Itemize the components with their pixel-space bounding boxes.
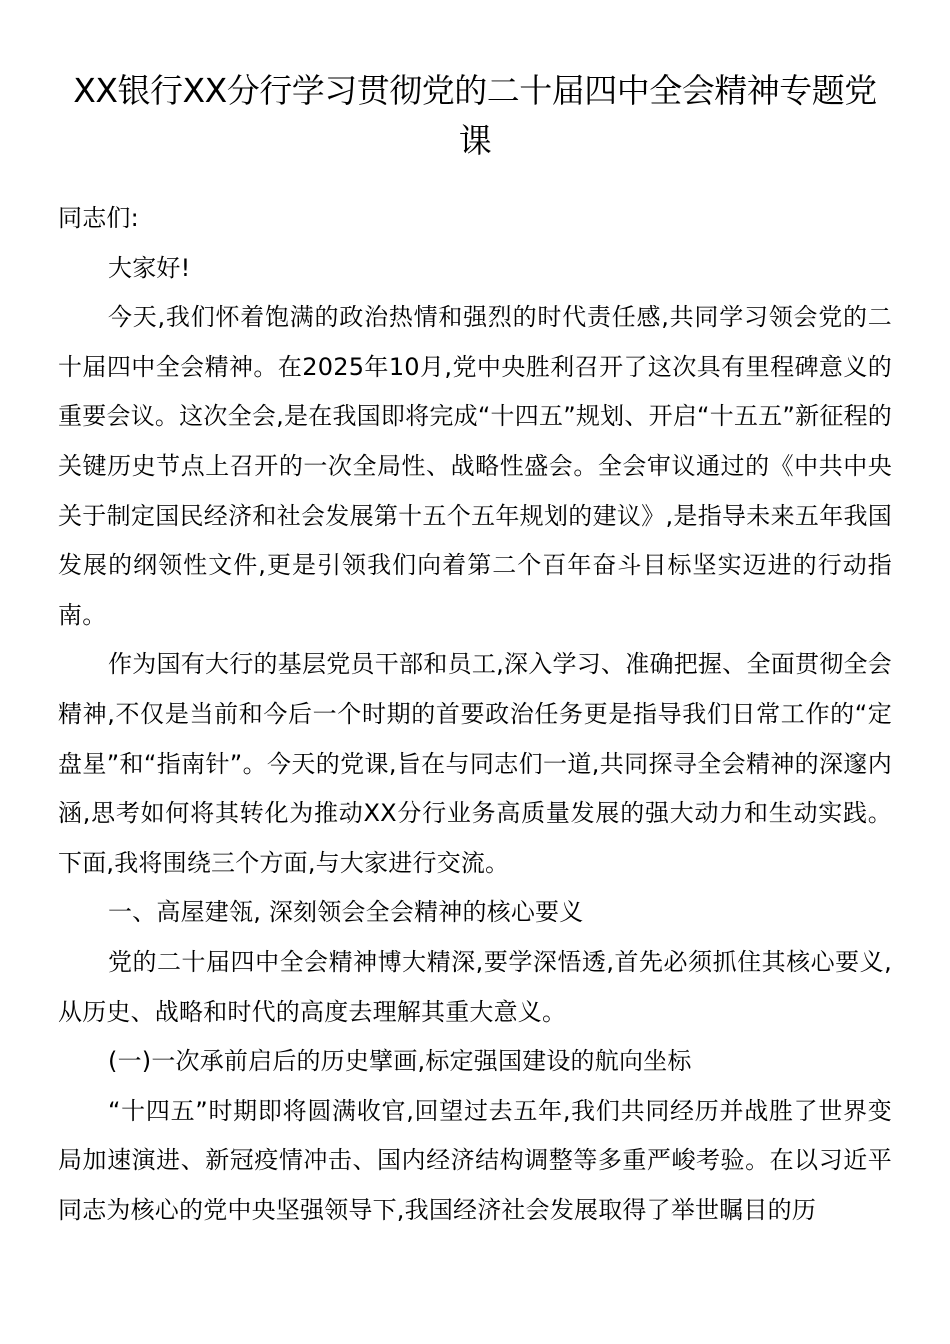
greeting: 大家好! (108, 253, 191, 282)
paragraph-intro: 今天,我们怀着饱满的政治热情和强烈的时代责任感,共同学习领会党的二十届四中全会精神。在2025年10月,党中央胜利召开了这次具有里程碑意义的重要会议。这次全会,是在我国即将完成“十四五”规划、开启“十五五”新征程的关键历史节点上召开的一次全局性、战略性盛会。全会审议通过的《中共中央关于制定国民经济和社会发展第十五个五年规划的建议》,是指导未来五年我国发展的纲领性文件,更是引领我们向着第二个百年奋斗目标坚实迈进的行动指南。 (58, 303, 892, 629)
subsection-1-text: “十四五”时期即将圆满收官,回望过去五年,我们共同经历并战胜了世界变局加速演进、新冠疫情冲击、国内经济结构调整等多重严峻考验。在以习近平同志为核心的党中央坚强领导下,我国经济社会发展取得了举世瞩目的历 (58, 1096, 892, 1224)
section-heading-1: 一、高屋建瓴, 深刻领会全会精神的核心要义 (108, 898, 584, 927)
paragraph-purpose: 作为国有大行的基层党员干部和员工,深入学习、准确把握、全面贯彻全会精神,不仅是当前和今后一个时期的首要政治任务更是指导我们日常工作的“定盘星”和“指南针”。今天的党课,旨在与同志们一道,共同探寻全会精神的深邃内涵,思考如何将其转化为推动XX分行业务高质量发展的强大动力和生动实践。下面,我将围绕三个方面,与大家进行交流。 (58, 650, 892, 877)
salutation: 同志们: (58, 204, 139, 232)
subsection-heading-1: (一)一次承前启后的历史擘画,标定强国建设的航向坐标 (108, 1047, 692, 1076)
document-title: XX银行XX分行学习贯彻党的二十届四中全会精神专题党课 (73, 71, 877, 160)
section-1-intro: 党的二十届四中全会精神博大精深,要学深悟透,首先必须抓住其核心要义,从历史、战略和时代的高度去理解其重大意义。 (58, 947, 892, 1026)
document-body (58, 194, 892, 1235)
